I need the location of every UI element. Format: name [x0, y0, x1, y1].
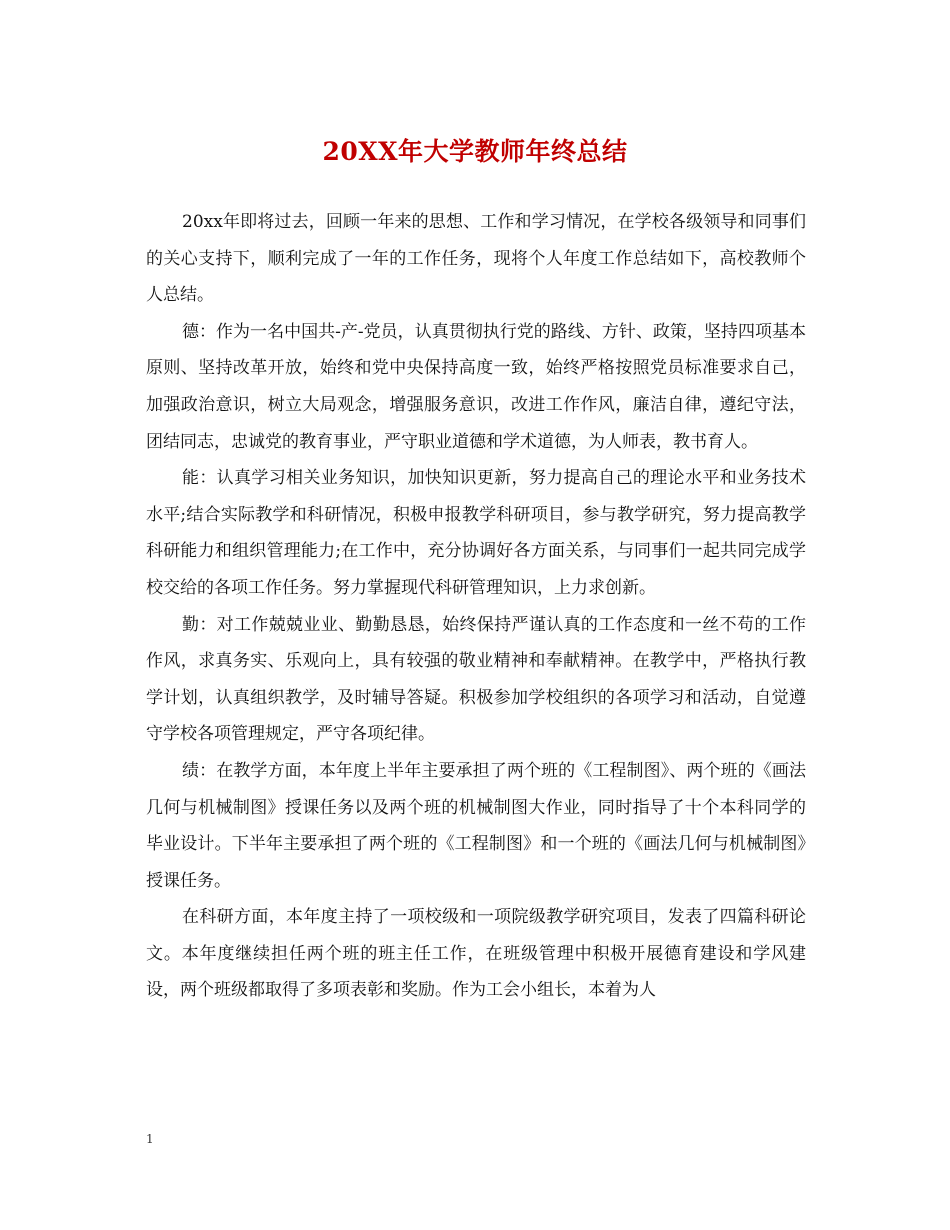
paragraph-neng: 能：认真学习相关业务知识，加快知识更新，努力提高自己的理论水平和业务技术水平;结合实际教学和科研情况，积极申报教学科研项目，参与教学研究，努力提高教学科研能力和组织管理能力;在工作中，充分协调好各方面关系，与同事们一起共同完成学校交给的各项工作任务。努力掌握现代科研管理知识，上力求创新。	[146, 468, 806, 598]
page-number: 1	[146, 1132, 154, 1146]
paragraph-ji: 绩：在教学方面，本年度上半年主要承担了两个班的《工程制图》、两个班的《画法几何与机械制图》授课任务以及两个班的机械制图大作业，同时指导了十个本科同学的毕业设计。下半年主要承担了两个班的《工程制图》和一个班的《画法几何与机械制图》授课任务。	[146, 760, 806, 891]
document-title: 20XX年大学教师年终总结	[322, 137, 628, 166]
paragraph-qin: 勤：对工作兢兢业业、勤勤恳恳，始终保持严谨认真的工作态度和一丝不苟的工作作风，求真务实、乐观向上，具有较强的敬业精神和奉献精神。在教学中，严格执行教学计划，认真组织教学，及时辅导答疑。积极参加学校组织的各项学习和活动，自觉遵守学校各项管理规定，严守各项纪律。	[146, 614, 806, 745]
paragraph-de: 德：作为一名中国共-产-党员，认真贯彻执行党的路线、方针、政策，坚持四项基本原则、坚持改革开放，始终和党中央保持高度一致，始终严格按照党员标准要求自己，加强政治意识，树立大局观念，增强服务意识，改进工作作风，廉洁自律，遵纪守法，团结同志，忠诚党的教育事业，严守职业道德和学术道德，为人师表，教书育人。	[146, 321, 806, 452]
paragraph-intro: 20xx年即将过去，回顾一年来的思想、工作和学习情况，在学校各级领导和同事们的关心支持下，顺利完成了一年的工作任务，现将个人年度工作总结如下，高校教师个人总结。	[146, 212, 806, 306]
paragraph-research: 在科研方面，本年度主持了一项校级和一项院级教学研究项目，发表了四篇科研论文。本年度继续担任两个班的班主任工作，在班级管理中积极开展德育建设和学风建设，两个班级都取得了多项表彰和奖励。作为工会小组长，本着为人	[146, 907, 806, 1001]
document-body	[146, 204, 806, 1009]
